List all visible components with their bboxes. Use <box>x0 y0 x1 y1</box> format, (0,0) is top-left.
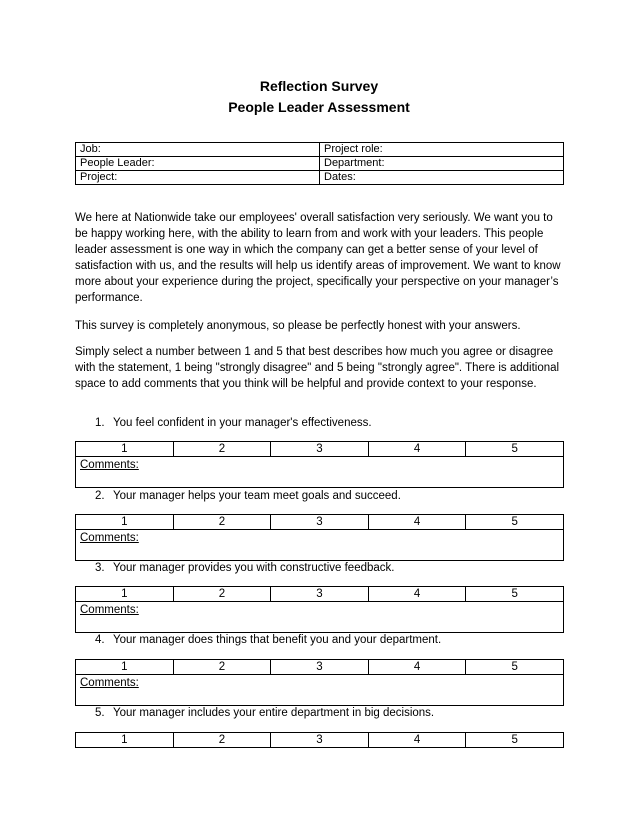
table-row <box>76 157 564 171</box>
question-number: 3. <box>95 562 105 574</box>
question-text: You feel confident in your manager's effectiveness. <box>113 417 372 429</box>
comments-row <box>76 530 564 561</box>
comments-field[interactable] <box>76 602 564 633</box>
rating-option-4[interactable]: 4 <box>368 733 466 748</box>
rating-option-3[interactable]: 3 <box>271 660 369 675</box>
rating-option-5[interactable]: 5 <box>466 515 564 530</box>
comments-label: Comments: <box>80 532 139 544</box>
rating-option-2[interactable]: 2 <box>173 442 271 457</box>
question-number: 2. <box>95 490 105 502</box>
rating-row <box>76 733 564 748</box>
project-role-field[interactable]: Project role: <box>320 143 564 157</box>
rating-table-3 <box>75 586 564 633</box>
rating-option-5[interactable]: 5 <box>466 587 564 602</box>
question-5 <box>95 706 434 720</box>
info-table <box>75 142 564 185</box>
department-field[interactable]: Department: <box>320 157 564 171</box>
comments-field[interactable] <box>76 675 564 706</box>
instructions-paragraph: Simply select a number between 1 and 5 that best describes how much you agree or disagree with the statement, 1 being "strongly disagree" and 5 being "strongly agree". There is additional space to add comments that you think will be helpful and provide context to your response. <box>75 346 560 390</box>
rating-table-2 <box>75 514 564 561</box>
rating-option-1[interactable]: 1 <box>76 733 174 748</box>
comments-label: Comments: <box>80 677 139 689</box>
question-text: Your manager does things that benefit you and your department. <box>113 634 442 646</box>
rating-row <box>76 515 564 530</box>
rating-option-3[interactable]: 3 <box>271 515 369 530</box>
table-row <box>76 143 564 157</box>
rating-option-4[interactable]: 4 <box>368 442 466 457</box>
rating-option-2[interactable]: 2 <box>173 515 271 530</box>
comments-field[interactable] <box>76 530 564 561</box>
survey-title: Reflection Survey <box>259 78 379 94</box>
question-text: Your manager helps your team meet goals and succeed. <box>113 490 401 502</box>
rating-option-4[interactable]: 4 <box>368 515 466 530</box>
rating-table-5 <box>75 732 564 748</box>
rating-table-4 <box>75 659 564 706</box>
rating-row <box>76 587 564 602</box>
rating-option-4[interactable]: 4 <box>368 660 466 675</box>
rating-row <box>76 442 564 457</box>
rating-option-5[interactable]: 5 <box>466 733 564 748</box>
comments-label: Comments: <box>80 604 139 616</box>
rating-option-1[interactable]: 1 <box>76 587 174 602</box>
comments-label: Comments: <box>80 459 139 471</box>
job-field[interactable]: Job: <box>76 143 320 157</box>
rating-option-5[interactable]: 5 <box>466 442 564 457</box>
rating-option-5[interactable]: 5 <box>466 660 564 675</box>
question-3 <box>95 561 394 575</box>
question-2 <box>95 489 401 503</box>
survey-subtitle: People Leader Assessment <box>228 99 410 115</box>
question-text: Your manager includes your entire department in big decisions. <box>113 707 435 719</box>
rating-option-2[interactable]: 2 <box>173 733 271 748</box>
project-field[interactable]: Project: <box>76 171 320 185</box>
rating-option-1[interactable]: 1 <box>76 660 174 675</box>
intro-paragraph: We here at Nationwide take our employees' overall satisfaction very seriously. We want you to be happy working here, with the ability to learn from and work with your leaders. This people leader assessment is one way in which the company can get a better sense of your level of satisfaction with us, and the results will help us identify areas of improvement. We want to know more about your experience during the project, specifically your perspective on your manager’s performance. <box>75 212 561 304</box>
question-text: Your manager provides you with constructive feedback. <box>113 562 395 574</box>
rating-option-3[interactable]: 3 <box>271 442 369 457</box>
comments-row <box>76 457 564 488</box>
question-number: 5. <box>95 707 105 719</box>
rating-row <box>76 660 564 675</box>
comments-row <box>76 675 564 706</box>
question-number: 4. <box>95 634 105 646</box>
table-row <box>76 171 564 185</box>
people-leader-field[interactable]: People Leader: <box>76 157 320 171</box>
dates-field[interactable]: Dates: <box>320 171 564 185</box>
rating-option-3[interactable]: 3 <box>271 587 369 602</box>
rating-option-1[interactable]: 1 <box>76 515 174 530</box>
question-4 <box>95 633 441 647</box>
comments-field[interactable] <box>76 457 564 488</box>
rating-option-2[interactable]: 2 <box>173 587 271 602</box>
rating-option-2[interactable]: 2 <box>173 660 271 675</box>
question-1 <box>95 416 372 430</box>
rating-option-4[interactable]: 4 <box>368 587 466 602</box>
rating-option-3[interactable]: 3 <box>271 733 369 748</box>
question-number: 1. <box>95 417 105 429</box>
anonymity-paragraph: This survey is completely anonymous, so please be perfectly honest with your answers. <box>75 320 521 332</box>
comments-row <box>76 602 564 633</box>
rating-table-1 <box>75 441 564 488</box>
rating-option-1[interactable]: 1 <box>76 442 174 457</box>
